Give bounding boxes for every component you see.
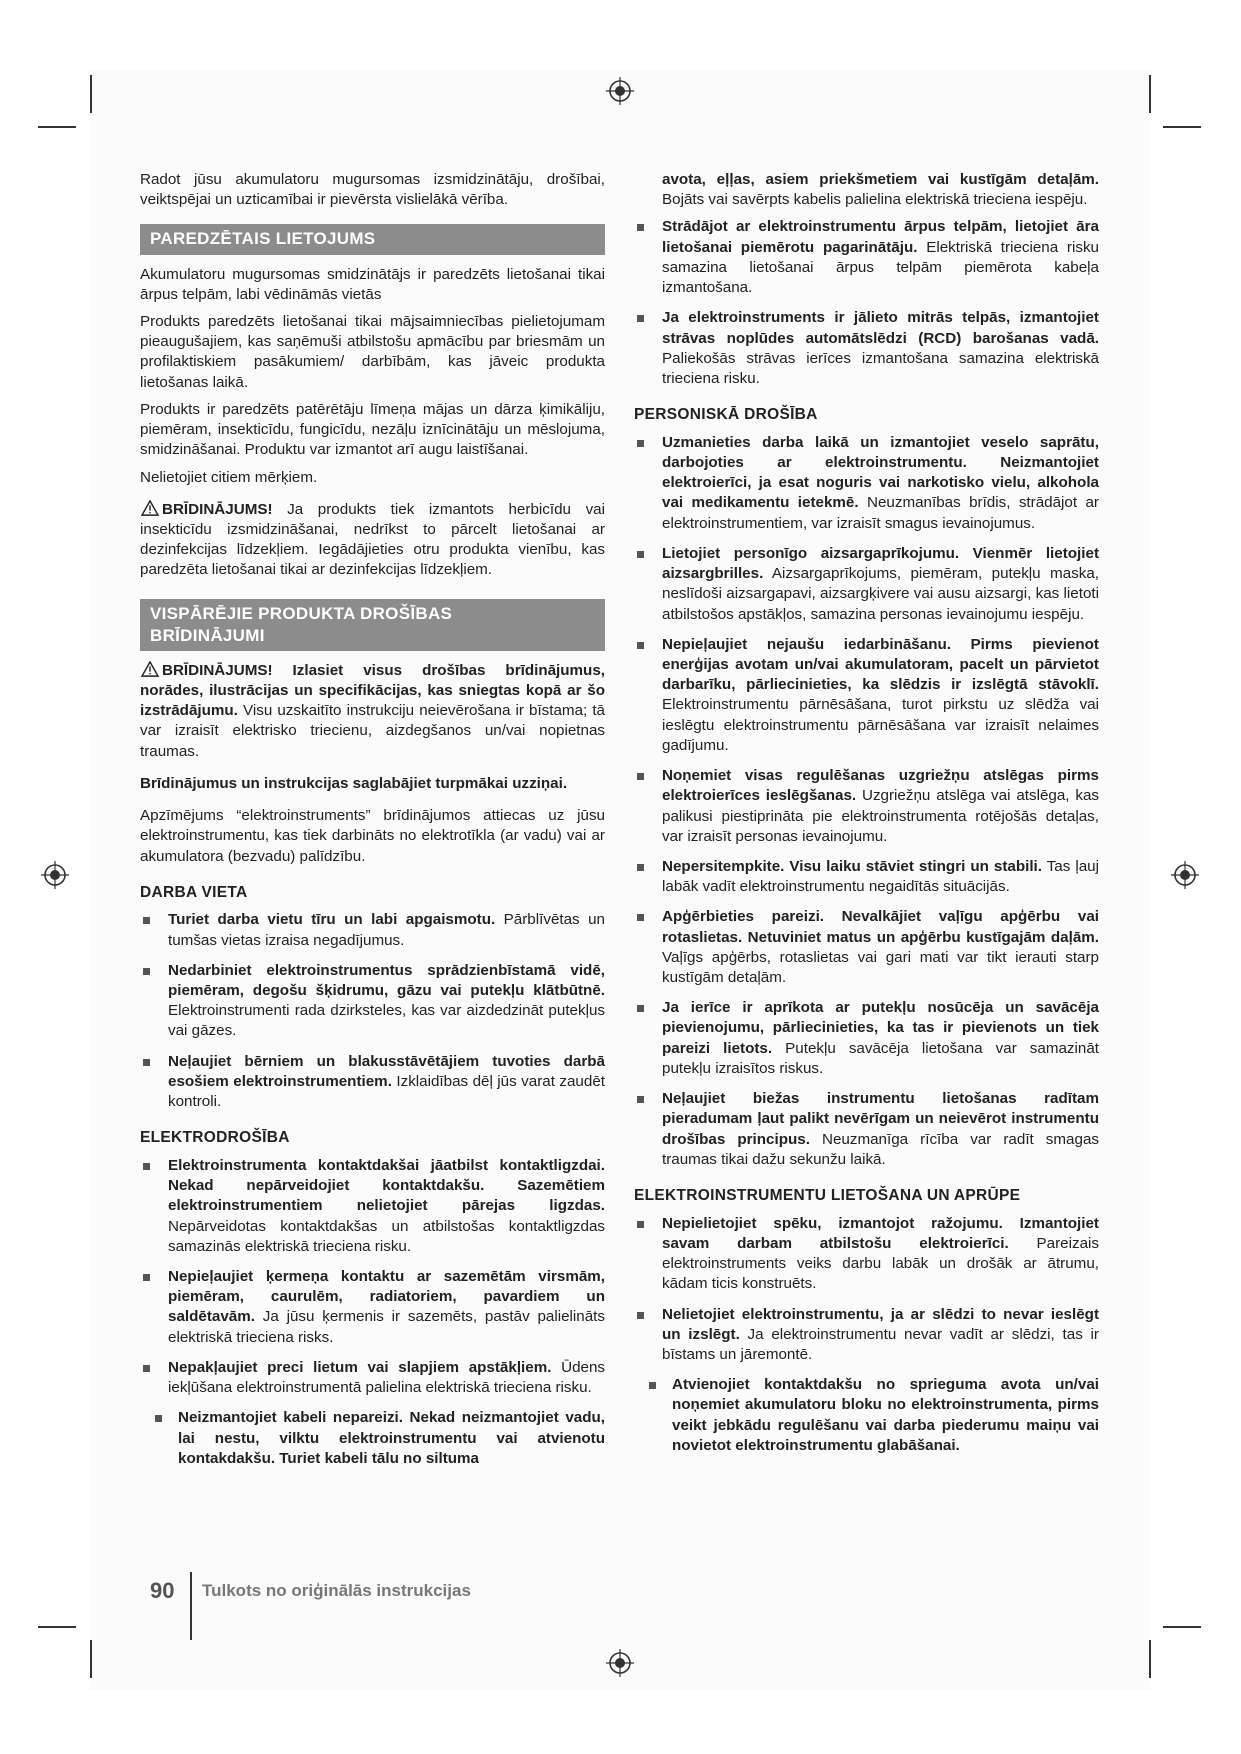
list-item: Nepielietojiet spēku, izmantojot ražojumu. Izmantojiet savam darbam atbilstošu elektroierīci. Pareizais elektroinstruments veiks darbu labāk un drošāk ar ātrumu, kādam ticis konstruēts.: [634, 1214, 1099, 1295]
registration-mark-icon: [40, 860, 70, 890]
right-column: [634, 170, 1099, 1466]
registration-mark-icon: [605, 76, 635, 106]
warning-paragraph: [140, 500, 605, 581]
term-definition: Apzīmējums “elektroinstruments” brīdinājumos attiecas uz jūsu elektroinstrumentu, kas tiek darbināts no elektrotīkla (ar vadu) vai ar akumulatora (bezvadu) palīdzību.: [140, 807, 605, 865]
intro-paragraph: Radot jūsu akumulatoru mugursomas izsmidzinātāju, drošībai, veiktspējai un uzticamībai ir pievērsta vislielākā vērība.: [140, 171, 605, 209]
list-item: Nepieļaujiet nejaušu iedarbināšanu. Pirms pievienot enerģijas avotam un/vai akumulatoram, pacelt un pārvietot darbarīku, pārliecinieties, ka slēdzis ir izslēgtā stāvoklī. Elektroinstrumentu pārnēsāšana, turot pirkstu uz slēdža vai ieslēgtu elektroinstrumentu pārnēsāšana var izraisīt nelaimes gadījumu.: [634, 635, 1099, 756]
heading-line: VISPĀRĒJIE PRODUKTA DROŠĪBAS: [150, 603, 453, 623]
footer-text: Tulkots no oriģinālās instrukcijas: [202, 1581, 471, 1600]
registration-mark-icon: [605, 1648, 635, 1678]
list-item: Nepieļaujiet ķermeņa kontaktu ar sazemētām virsmām, piemēram, caurulēm, radiatoriem, pavardiem un saldētavām. Ja jūsu ķermenis ir sazemēts, pastāv palielināts elektriskā trieciena risks.: [140, 1267, 605, 1348]
left-column: [140, 170, 605, 1479]
warning-triangle-icon: [140, 661, 160, 677]
warning-triangle-icon: [140, 500, 160, 516]
save-instructions: Brīdinājumus un instrukcijas saglabājiet turpmākai uzziņai.: [140, 774, 568, 792]
warning-label: BRĪDINĀJUMS!: [162, 500, 273, 518]
list-item: Neļaujiet biežas instrumentu lietošanas radītam pieradumam ļaut palikt nevērīgam un neievērot instrumentu drošības principus. Neuzmanīga rīcība var radīt smagas traumas tikai dažu sekunžu laikā.: [634, 1089, 1099, 1170]
crop-mark: [90, 75, 92, 113]
crop-mark: [38, 126, 76, 128]
subheading-tool-use-care: ELEKTROINSTRUMENTU LIETOŠANA UN APRŪPE: [634, 1187, 1021, 1205]
crop-mark: [90, 1640, 92, 1678]
section-heading-general-warnings: [140, 599, 605, 651]
personal-list: [634, 433, 1099, 1170]
warning-text: Visu uzskaitīto instrukciju neievērošana ir bīstama; tā var izraisīt elektrisko triecienu, aizdegšanos un/vai nopietnas traumas.: [140, 702, 605, 760]
list-item: Neizmantojiet kabeli nepareizi. Nekad neizmantojiet vadu, lai nestu, vilktu elektroinstrumentu vai atvienotu kontakdakšu. Turiet kabeli tālu no siltuma: [140, 1408, 605, 1469]
list-item: Nepersitempkite. Visu laiku stāviet stingri un stabili. Tas ļauj labāk vadīt elektroinstrumentu negaidītās situācijās.: [634, 857, 1099, 897]
page-number: 90: [150, 1578, 175, 1603]
subheading-electrical-safety: ELEKTRODROŠĪBA: [140, 1129, 290, 1147]
list-item: Elektroinstrumenta kontaktdakšai jāatbilst kontaktligzdai. Nekad nepārveidojiet kontaktdakšu. Sazemētiem elektroinstrumentiem nelietojiet pārejas ligzdas. Nepārveidotas kontaktdakšas un atbilstošas kontaktligzdas samazinās elektriskā trieciena risku.: [140, 1156, 605, 1257]
warning-bold: BRĪDINĀJUMS! Izlasiet visus drošības brīdinājumus, norādes, ilustrācijas un specifikācijas, kas sniegtas kopā ar šo izstrādājumu.: [140, 661, 605, 720]
crop-mark: [1163, 1626, 1201, 1628]
intended-paragraph: Produkts ir paredzēts patērētāju līmeņa mājas un dārza ķimikāliju, piemēram, insekticīdu, fungicīdu, nezāļu iznīcinātāju un mēslojuma, smidzināšanai. Produktu var izmantot arī augu laistīšanai.: [140, 400, 605, 459]
list-item: Nepakļaujiet preci lietum vai slapjiem apstākļiem. Ūdens iekļūšana elektroinstrumentā palielina elektriskā trieciena risku.: [140, 1358, 605, 1398]
list-item: Apģērbieties pareizi. Nevalkājiet vaļīgu apģērbu vai rotaslietas. Netuviniet matus un apģērbu kustīgajām daļām. Vaļīgs apģērbs, rotaslietas vai gari mati var tikt ierauti starp kustīgām detaļām.: [634, 907, 1099, 988]
list-item: Ja elektroinstruments ir jālieto mitrās telpās, izmantojiet strāvas noplūdes automātslēdzi (RCD) barošanas vadā. Paliekošās strāvas ierīces izmantošana samazina elektriskā trieciena risku.: [634, 308, 1099, 389]
list-item: Strādājot ar elektroinstrumentu ārpus telpām, lietojiet āra lietošanai piemērotu pagarinātāju. Elektriskā trieciena risku samazina lietošanai ārpus telpām piemērota kabeļa izmantošana.: [634, 217, 1099, 298]
electrical-list: [140, 1156, 605, 1469]
list-item: Nedarbiniet elektroinstrumentus sprādzienbīstamā vidē, piemēram, degošu šķidrumu, gāzu vai putekļu klātbūtnē. Elektroinstrumenti rada dzirksteles, kas var aizdedzināt putekļus vai gāzes.: [140, 961, 605, 1042]
list-item: Turiet darba vietu tīru un labi apgaismotu. Pārblīvētas un tumšas vietas izraisa negadījumus.: [140, 910, 605, 950]
subheading-work-area: DARBA VIETA: [140, 883, 248, 901]
warning-text: Ja produkts tiek izmantots herbicīdu vai insekticīdu izsmidzināšanai, nedrīkst to pārcelt lietošanai ar dezinfekcijas līdzekļiem. Iegādājieties otru produkta vienību, kas paredzēta lietošanai tikai ar dezinfekcijas līdzekļiem.: [140, 500, 605, 579]
list-item: Lietojiet personīgo aizsargaprīkojumu. Vienmēr lietojiet aizsargbrilles. Aizsargaprīkojums, piemēram, putekļu maska, neslīdoši aizsargapavi, aizsargķivere vai ausu aizsargi, kas lietoti atbilstošos apstākļos, samazina personas ievainojumu iespēju.: [634, 544, 1099, 625]
list-item: Ja ierīce ir aprīkota ar putekļu nosūcēja un savācēja pievienojumu, pārliecinieties, ka tas ir pievienots un tiek pareizi lietots. Putekļu savācēja lietošana var samazināt putekļu izraisītos riskus.: [634, 998, 1099, 1079]
list-item: Noņemiet visas regulēšanas uzgriežņu atslēgas pirms elektroierīces ieslēgšanas. Uzgriežņu atslēga vai atslēga, kas palikusi piestiprināta pie elektroinstrumenta rotējošās detaļas, var izraisīt personas ievainojumu.: [634, 766, 1099, 847]
intended-paragraph: Nelietojiet citiem mērķiem.: [140, 468, 318, 486]
section-heading-intended-use: PAREDZĒTAIS LIETOJUMS: [140, 224, 605, 254]
electrical-list-continued: [634, 217, 1099, 389]
list-item: Uzmanieties darba laikā un izmantojiet veselo saprātu, darbojoties ar elektroinstrumentu. Neizmantojiet elektroierīci, ja esat noguris vai narkotisko vielu, alkohola vai medikamentu ietekmē. Neuzmanības brīdis, strādājot ar elektroinstrumentiem, var izraisīt smagus ievainojumus.: [634, 433, 1099, 534]
footer-divider: [190, 1572, 192, 1640]
work-area-list: [140, 910, 605, 1112]
continued-item: avota, eļļas, asiem priekšmetiem vai kustīgām detaļām. Bojāts vai savērpts kabelis palielina elektriskā trieciena iespēju.: [662, 171, 1099, 209]
registration-mark-icon: [1170, 860, 1200, 890]
subheading-personal-safety: PERSONISKĀ DROŠĪBA: [634, 406, 818, 424]
list-item: Neļaujiet bērniem un blakusstāvētājiem tuvoties darbā esošiem elektroinstrumentiem. Izklaidības dēļ jūs varat zaudēt kontroli.: [140, 1052, 605, 1113]
crop-mark: [1149, 75, 1151, 113]
crop-mark: [38, 1626, 76, 1628]
general-warning-paragraph: [140, 661, 605, 762]
intended-paragraph: Akumulatoru mugursomas smidzinātājs ir paredzēts lietošanai tikai ārpus telpām, labi vēdināmās vietās: [140, 265, 605, 303]
heading-line: BRĪDINĀJUMI: [150, 625, 265, 645]
crop-mark: [1149, 1640, 1151, 1678]
intended-paragraph: Produkts paredzēts lietošanai tikai mājsaimniecības pielietojumam pieaugušajiem, kas saņēmuši atbilstošu apmācību par briesmām un profilaktiskiem pasākumiem/ darbībām, kas jāveic produkta lietošanas laikā.: [140, 312, 605, 391]
use-care-list: [634, 1214, 1099, 1456]
list-item: Nelietojiet elektroinstrumentu, ja ar slēdzi to nevar ieslēgt un izslēgt. Ja elektroinstrumentu nevar vadīt ar slēdzi, tas ir bīstams un jāremontē.: [634, 1305, 1099, 1366]
list-item: Atvienojiet kontaktdakšu no sprieguma avota un/vai noņemiet akumulatoru bloku no elektroinstrumenta, pirms veikt jebkādu regulēšanu vai darba piederumu maiņu vai novietot elektroinstrumentu glabāšanai.: [634, 1375, 1099, 1456]
crop-mark: [1163, 126, 1201, 128]
